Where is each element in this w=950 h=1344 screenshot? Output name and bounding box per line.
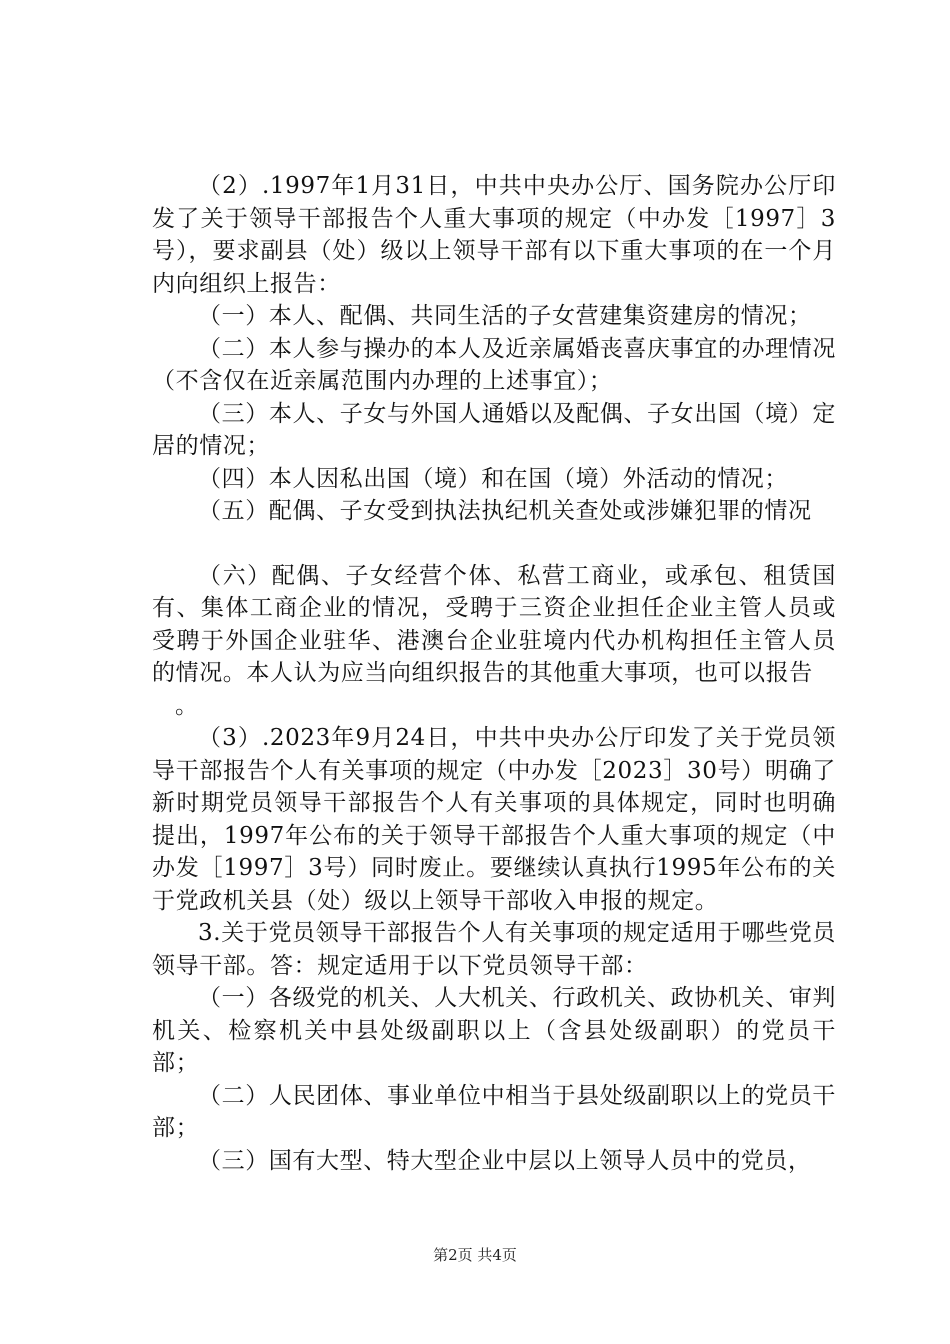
item-5-investigation: （五）配偶、子女受到执法执纪机关查处或涉嫌犯罪的情况: [198, 498, 812, 524]
question-3-scope: 3.关于党员领导干部报告个人有关事项的规定适用于哪些党员领导干部。答：规定适用于以下党员领导干部：: [152, 920, 836, 979]
item-3-foreign-marriage: （三）本人、子女与外国人通婚以及配偶、子女出国（境）定居的情况；: [152, 400, 836, 459]
scope-item-2: （二）人民团体、事业单位中相当于县处级副职以上的党员干部；: [152, 1082, 836, 1141]
item-4-private-travel: （四）本人因私出国（境）和在国（境）外活动的情况；: [198, 465, 788, 492]
scope-item-1: （一）各级党的机关、人大机关、行政机关、政协机关、审判机关、检察机关中县处级副职以上（含县处级副职）的党员干部；: [152, 985, 836, 1076]
paragraph-1997-regulation: （2）.1997年1月31日，中共中央办公厅、国务院办公厅印发了关于领导干部报告个人重大事项的规定（中办发［1997］3号），要求副县（处）级以上领导干部有以下重大事项的在一个月内向组织上报告：: [152, 173, 836, 297]
item-1-housing: （一）本人、配偶、共同生活的子女营建集资建房的情况；: [198, 303, 812, 329]
trailing-period: 。: [175, 692, 199, 719]
page-number-footer: 第2页 共4页: [433, 1246, 517, 1264]
item-6-business: （六）配偶、子女经营个体、私营工商业，或承包、租赁国有、集体工商企业的情况，受聘于三资企业担任企业主管人员或受聘于外国企业驻华、港澳台企业驻境内代办机构担任主管人员的情况。本人认为应当向组织报告的其他重大事项，也可以报告: [152, 562, 836, 686]
document-body: [152, 170, 836, 1177]
item-2-weddings-funerals: （二）本人参与操办的本人及近亲属婚丧喜庆事宜的办理情况（不含仅在近亲属范围内办理的上述事宜）；: [152, 335, 836, 394]
scope-item-3: （三）国有大型、特大型企业中层以上领导人员中的党员，: [198, 1147, 812, 1174]
paragraph-2023-regulation: （3）.2023年9月24日，中共中央办公厅印发了关于党员领导干部报告个人有关事项的规定（中办发［2023］30号）明确了新时期党员领导干部报告个人有关事项的具体规定，同时也明确提出，1997年公布的关于领导干部报告个人重大事项的规定（中办发［1997］3号）同时废止。要继续认真执行1995年公布的关于党政机关县（处）级以上领导干部收入申报的规定。: [152, 725, 836, 914]
